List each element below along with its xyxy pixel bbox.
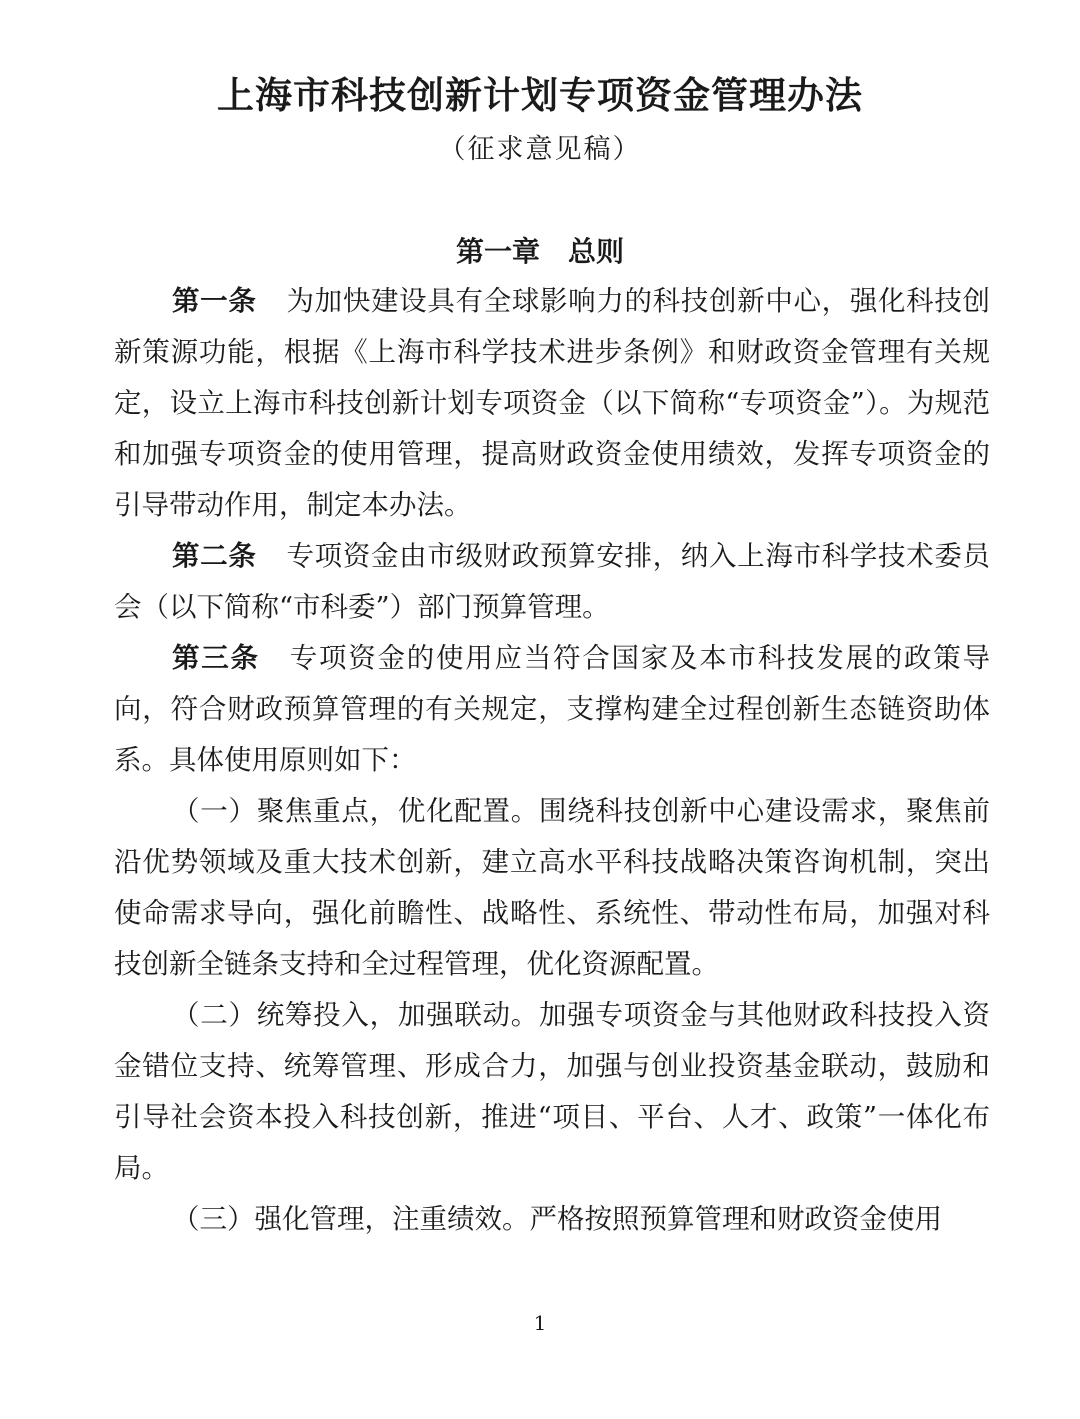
document-body bbox=[114, 276, 990, 1245]
article-paragraph bbox=[114, 633, 990, 786]
article-paragraph bbox=[114, 531, 990, 633]
article-label: 第三条 bbox=[172, 642, 260, 674]
document-subtitle: （征求意见稿） bbox=[438, 134, 642, 165]
principle-paragraph: （一）聚焦重点，优化配置。围绕科技创新中心建设需求，聚焦前沿优势领域及重大技术创新，建立高水平科技战略决策咨询机制，突出使命需求导向，强化前瞻性、战略性、系统性、带动性布局，加强对科技创新全链条支持和全过程管理，优化资源配置。 bbox=[114, 795, 990, 980]
page-number: 1 bbox=[533, 1311, 547, 1335]
article-label: 第二条 bbox=[172, 540, 257, 572]
article-label: 第一条 bbox=[172, 285, 257, 317]
principle-paragraph: （三）强化管理，注重绩效。严格按照预算管理和财政资金使用 bbox=[172, 1203, 942, 1235]
article-text: 专项资金由市级财政预算安排，纳入上海市科学技术委员会（以下简称“市科委”）部门预算管理。 bbox=[114, 540, 990, 623]
document-title: 上海市科技创新计划专项资金管理办法 bbox=[217, 74, 863, 117]
article-text: 为加快建设具有全球影响力的科技创新中心，强化科技创新策源功能，根据《上海市科学技术进步条例》和财政资金管理有关规定，设立上海市科技创新计划专项资金（以下简称“专项资金”）。为规范和加强专项资金的使用管理，提高财政资金使用绩效，发挥专项资金的引导带动作用，制定本办法。 bbox=[114, 285, 990, 521]
chapter-number: 第一章 bbox=[455, 235, 540, 268]
article-paragraph bbox=[114, 276, 990, 531]
chapter-heading bbox=[0, 228, 1080, 276]
principle-paragraph: （二）统筹投入，加强联动。加强专项资金与其他财政科技投入资金错位支持、统筹管理、形成合力，加强与创业投资基金联动，鼓励和引导社会资本投入科技创新，推进“项目、平台、人才、政策”一体化布局。 bbox=[114, 999, 990, 1184]
article-text: 专项资金的使用应当符合国家及本市科技发展的政策导向，符合财政预算管理的有关规定，支撑构建全过程创新生态链资助体系。具体使用原则如下： bbox=[114, 642, 990, 776]
chapter-name: 总则 bbox=[568, 235, 625, 268]
